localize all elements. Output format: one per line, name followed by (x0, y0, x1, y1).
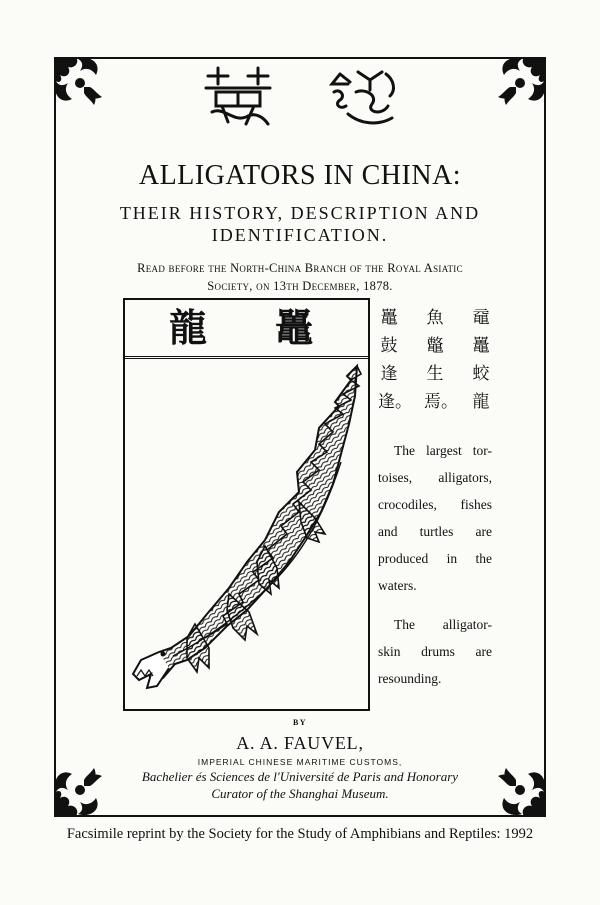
chinese-column (424, 304, 458, 416)
translation-line: crocodiles, fishes (378, 497, 492, 512)
chinese-character: 黿 (472, 308, 490, 328)
translation-line: The alligator- (394, 617, 492, 632)
author-affiliation: IMPERIAL CHINESE MARITIME CUSTOMS, (197, 757, 403, 767)
chinese-character: 蛟 (472, 364, 490, 384)
subtitle-line: IDENTIFICATION. (211, 225, 389, 245)
book-title: ALLIGATORS IN CHINA: (138, 160, 462, 191)
translation-line: toises, alligators, (378, 470, 492, 485)
read-before-note (70, 259, 530, 295)
chinese-character: 逢 (380, 364, 398, 384)
book-subtitle (80, 202, 520, 246)
chinese-character: 龍 (472, 392, 490, 412)
author-credentials (90, 768, 510, 802)
header-character: 龍 (169, 305, 208, 350)
alligator-illustration-box (123, 298, 370, 711)
chinese-character: 鼈 (426, 336, 444, 356)
english-translation (378, 437, 492, 692)
translation-line: produced in the (378, 551, 492, 566)
chinese-character: 魚 (426, 308, 444, 328)
reprint-footer: Facsimile reprint by the Society for the Study of Amphibians and Reptiles: 1992 (66, 826, 534, 842)
chinese-character: 鼉 (472, 336, 490, 356)
corner-ornament-icon (492, 53, 550, 111)
translation-paragraph (378, 611, 492, 692)
illustration-header (125, 300, 368, 359)
translation-line: skin drums are (378, 644, 492, 659)
chinese-character: 鼓 (380, 336, 398, 356)
chinese-column (378, 304, 412, 416)
author-name: A. A. FAUVEL, (236, 733, 364, 753)
read-line: Read before the North-China Branch of the Royal Asiatic (137, 261, 463, 275)
chinese-character: 焉。 (424, 392, 458, 412)
translation-line: The largest tor- (394, 443, 492, 458)
chinese-column (470, 304, 492, 416)
seal-character-right (326, 66, 404, 128)
corner-ornament-icon (50, 53, 108, 111)
chinese-character: 逢。 (378, 392, 412, 412)
chinese-character: 鼉 (380, 308, 398, 328)
header-character: 鼉 (275, 305, 314, 350)
subtitle-line: THEIR HISTORY, DESCRIPTION AND (119, 203, 481, 223)
credentials-line: Bachelier és Sciences de l'Université de Paris and Honorary (141, 769, 459, 784)
chinese-text-columns (378, 304, 496, 416)
chinese-character: 生 (426, 364, 444, 384)
credentials-line: Curator of the Shanghai Museum. (211, 786, 389, 801)
translation-line: waters. (378, 578, 417, 593)
seal-character-left (198, 66, 278, 128)
alligator-woodcut-image (129, 362, 365, 706)
read-line: Society, on 13th December, 1878. (207, 279, 393, 293)
by-label: BY (292, 718, 308, 727)
translation-line: and turtles are (378, 524, 492, 539)
translation-paragraph (378, 437, 492, 599)
translation-line: resounding. (378, 671, 442, 686)
